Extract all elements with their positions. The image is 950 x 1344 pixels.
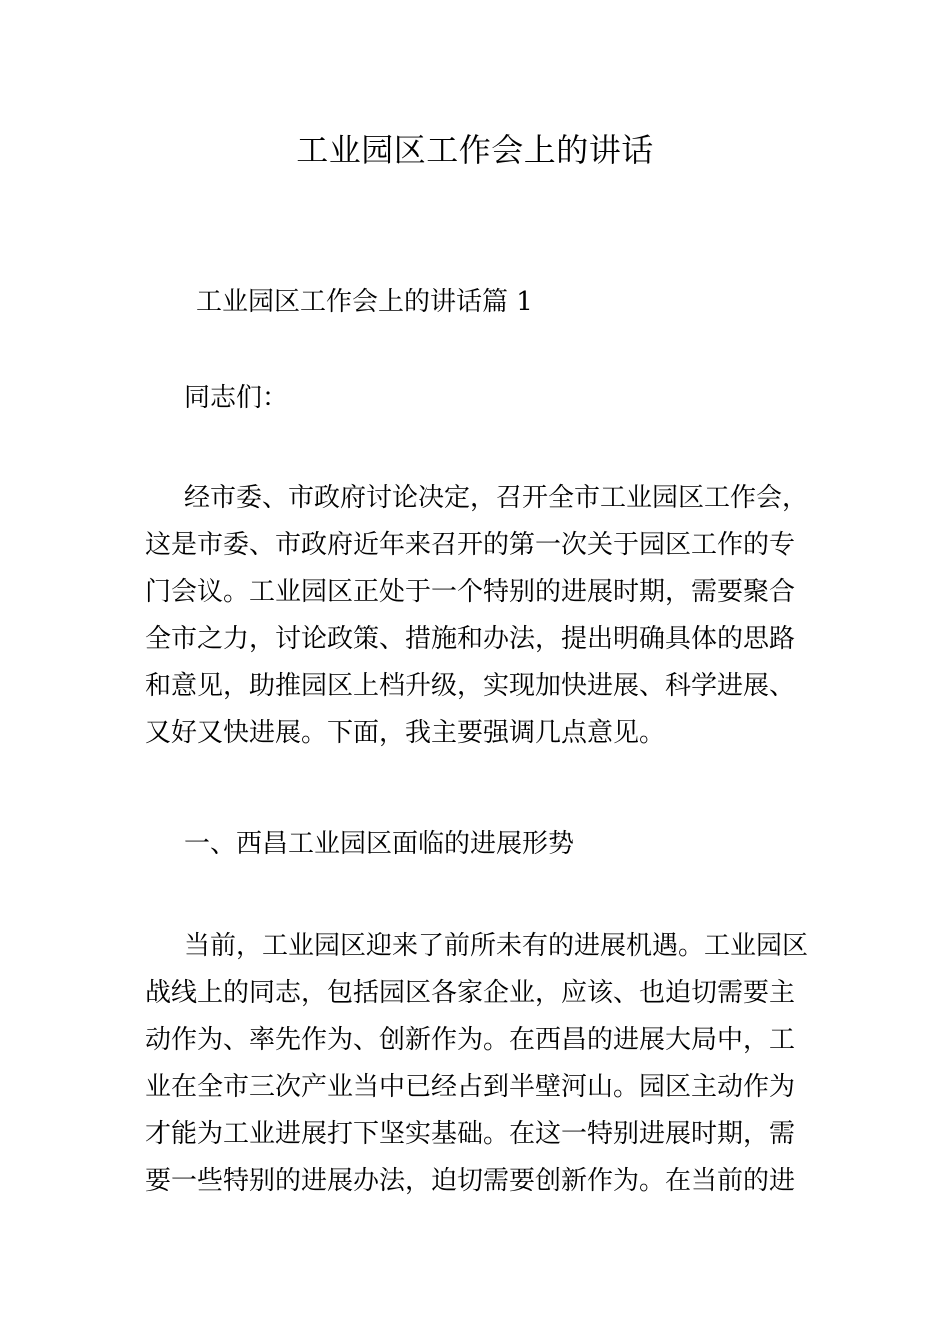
paragraph-line: 才能为工业进展打下坚实基础。在这一特别进展时期，需 xyxy=(145,1119,796,1149)
paragraph-1 xyxy=(145,475,807,757)
paragraph-line: 要一些特别的进展办法，迫切需要创新作为。在当前的进 xyxy=(145,1166,796,1196)
paragraph-line: 动作为、率先作为、创新作为。在西昌的进展大局中，工 xyxy=(145,1025,796,1055)
paragraph-line: 和意见，助推园区上档升级，实现加快进展、科学进展、 xyxy=(145,671,796,701)
paragraph-line: 经市委、市政府讨论决定，召开全市工业园区工作会， xyxy=(184,483,809,513)
salutation: 同志们： xyxy=(184,383,289,413)
document-subtitle: 工业园区工作会上的讲话篇 1 xyxy=(196,287,533,317)
paragraph-line: 全市之力，讨论政策、措施和办法，提出明确具体的思路 xyxy=(145,624,796,654)
paragraph-line: 又好又快进展。下面，我主要强调几点意见。 xyxy=(145,718,666,748)
paragraph-line: 这是市委、市政府近年来召开的第一次关于园区工作的专 xyxy=(145,530,796,560)
section-heading: 一、西昌工业园区面临的进展形势 xyxy=(184,829,575,859)
paragraph-line: 门会议。工业园区正处于一个特别的进展时期，需要聚合 xyxy=(145,577,796,607)
paragraph-line: 战线上的同志，包括园区各家企业，应该、也迫切需要主 xyxy=(145,978,796,1008)
paragraph-line: 当前，工业园区迎来了前所未有的进展机遇。工业园区 xyxy=(184,931,809,961)
document-title: 工业园区工作会上的讲话 xyxy=(296,131,654,169)
paragraph-2 xyxy=(145,923,807,1205)
paragraph-line: 业在全市三次产业当中已经占到半壁河山。园区主动作为 xyxy=(145,1072,796,1102)
